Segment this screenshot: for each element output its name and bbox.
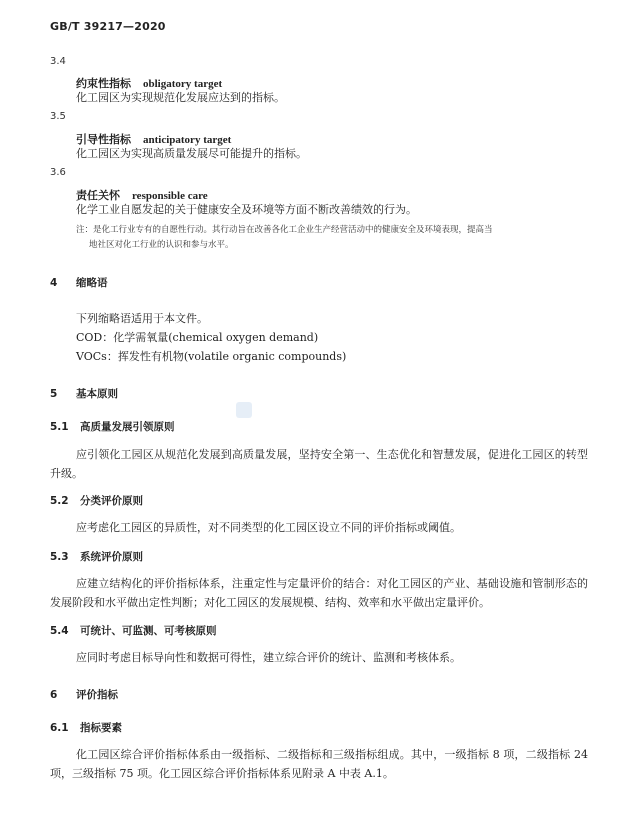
section-number: 6 — [50, 689, 58, 701]
term-title — [76, 184, 208, 203]
subsection-title: 指标要素 — [80, 722, 122, 734]
abbreviation-item: COD：化学需氧量(chemical oxygen demand) — [76, 331, 319, 344]
subsection-title: 高质量发展引领原则 — [80, 421, 175, 433]
term-title — [76, 72, 222, 91]
subsection-text: 应引领化工园区从规范化发展到高质量发展，坚持安全第一、生态优化和智慧发展，促进化工园区的转型升级。 — [50, 448, 588, 480]
term-title-zh: 约束性指标 — [76, 77, 131, 90]
subsection-text: 应考虑化工园区的异质性，对不同类型的化工园区设立不同的评价指标或阈值。 — [76, 521, 461, 534]
subsection-number: 5.1 — [50, 421, 69, 433]
subsection-title: 分类评价原则 — [80, 495, 143, 507]
term-title-en: anticipatory target — [143, 134, 232, 146]
section-heading — [50, 687, 118, 702]
subsection-heading — [50, 493, 143, 508]
subsection-title: 可统计、可监测、可考核原则 — [80, 625, 217, 637]
subsection-heading — [50, 549, 143, 564]
section-intro: 下列缩略语适用于本文件。 — [76, 312, 208, 325]
subsection-heading — [50, 623, 217, 638]
term-number: 3.4 — [50, 56, 66, 67]
term-title — [76, 128, 231, 147]
subsection-number: 5.3 — [50, 551, 69, 563]
abbreviation-item: VOCs：挥发性有机物(volatile organic compounds) — [76, 350, 347, 363]
term-number: 3.6 — [50, 167, 66, 178]
section-number: 4 — [50, 277, 58, 289]
term-title-en: obligatory target — [143, 78, 223, 90]
term-definition: 化工园区为实现高质量发展尽可能提升的指标。 — [76, 147, 307, 160]
section-title: 缩略语 — [76, 277, 108, 289]
section-number: 5 — [50, 388, 58, 400]
subsection-number: 6.1 — [50, 722, 69, 734]
note-line: 注：是化工行业专有的自愿性行动。其行动旨在改善各化工企业生产经营活动中的健康安全及环境表现，提高当 — [76, 225, 493, 235]
term-title-en: responsible care — [132, 190, 208, 202]
subsection-heading — [50, 419, 175, 434]
watermark-logo — [236, 402, 252, 418]
subsection-text: 化工园区综合评价指标体系由一级指标、二级指标和三级指标组成。其中，一级指标 8 项，二级指标 24 项，三级指标 75 项。化工园区综合评价指标体系见附录 A 中表 A.1。 — [50, 748, 588, 780]
subsection-heading — [50, 720, 122, 735]
standard-header: GB/T 39217—2020 — [50, 20, 166, 33]
note-line: 地社区对化工行业的认识和参与水平。 — [89, 240, 234, 250]
subsection-text: 应同时考虑目标导向性和数据可得性，建立综合评价的统计、监测和考核体系。 — [76, 651, 461, 664]
term-number: 3.5 — [50, 111, 66, 122]
section-title: 基本原则 — [76, 388, 118, 400]
section-heading — [50, 275, 108, 290]
term-definition: 化工园区为实现规范化发展应达到的指标。 — [76, 91, 285, 104]
section-title: 评价指标 — [76, 689, 118, 701]
term-definition: 化学工业自愿发起的关于健康安全及环境等方面不断改善绩效的行为。 — [76, 203, 417, 216]
subsection-number: 5.2 — [50, 495, 69, 507]
section-heading — [50, 386, 118, 401]
subsection-text: 应建立结构化的评价指标体系，注重定性与定量评价的结合：对化工园区的产业、基础设施和管制形态的发展阶段和水平做出定性判断；对化工园区的发展规模、结构、效率和水平做出定量评价。 — [50, 577, 588, 609]
term-title-zh: 引导性指标 — [76, 133, 131, 146]
subsection-number: 5.4 — [50, 625, 69, 637]
subsection-title: 系统评价原则 — [80, 551, 143, 563]
term-title-zh: 责任关怀 — [76, 189, 120, 202]
